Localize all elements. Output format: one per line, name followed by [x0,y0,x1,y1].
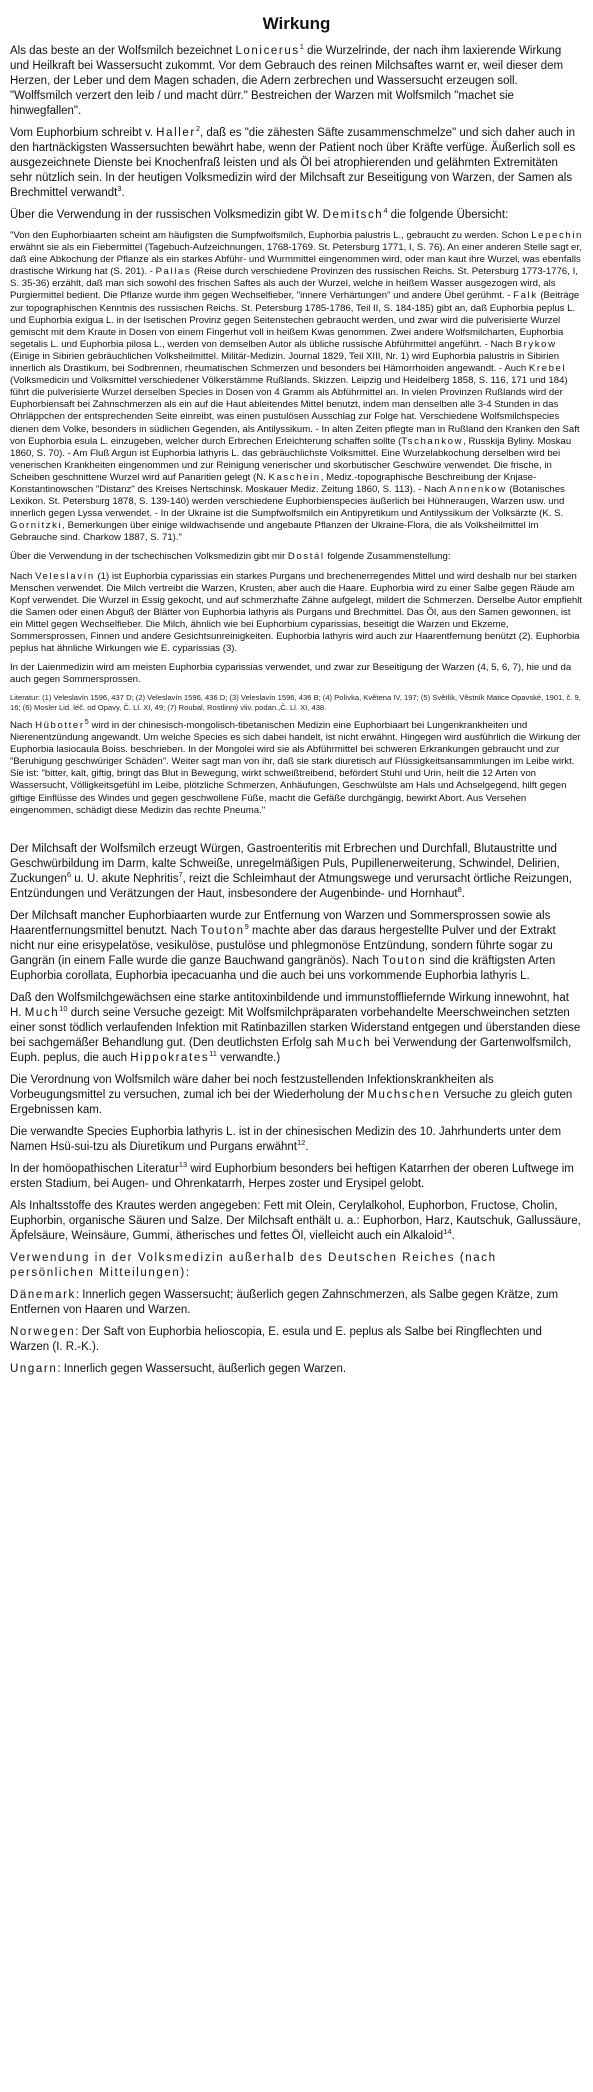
footnote-ref: 8 [457,884,462,894]
text: die folgende Übersicht: [387,209,509,221]
author-name: Much [336,1036,372,1049]
author-name: Tschankow [401,435,464,447]
country-text: : Innerlich gegen Wassersucht, äußerlich gegen Warzen. [57,1362,347,1375]
paragraph-hubotter [10,716,583,817]
text: wird Euphorbium besonders bei heftigen Katarrhen der oberen Luftwege im ersten Stadium, bei Augen- und Ohrenkatarrh, Herpes zoster und Erysipel gelobt. [10,1162,574,1190]
text: u. U. akute Nephritis [71,872,179,885]
text: verwandte.) [216,1051,281,1064]
quote-russian [10,230,583,544]
footnote-ref: 14 [443,1226,452,1236]
author-name: Krebel [528,363,567,375]
text: , reizt die Schleimhaut der Atmungswege und verursacht örtliche Reizungen, Entzündungen und Verätzungen der Haut, insbesondere der Augenbinde- und Hornhaut [10,872,572,900]
text: Die Verordnung von Wolfsmilch wäre daher bei noch festzustellenden Infektionskrankheiten als Vorbeugungsmittel zu versuchen, zumal ich bei der Wiederholung der [10,1073,494,1101]
paragraph-lonicerus [10,44,583,119]
text: Über die Verwendung in der russischen Volksmedizin gibt W. [10,209,323,221]
footnote-ref: 10 [59,1003,68,1013]
czech-intro [10,551,583,563]
text: , Russkija Byliny. Moskau 1860, S. 70). - Am Fluß Argun ist Euphorbia lathyris L. das gebräuchlichste Volksmittel. Eine Wurzelabkochung derselben wird bei venerischen Krankheiten eingenommen und zur Reinigung venerischer und skorbutischer Geschwüre verwendet. Die frische, in Scheiben geschnittene Wurzel wird auf Panaritien gelegt (N. [10,435,572,483]
footnote-ref: 2 [195,124,200,134]
text: (Reise durch verschiedene Provinzen des russischen Reichs. St. Petersburg 1773-1776, I, S. 35-36) erzählt, daß man sich sowohl des frischen Saftes als auch der Wurzel, welche in heißem Wasser ausgezogen wird, als Purgiermittel bedient. Die Pflanze wurde ihm gegen Wechselfieber, "innere Verhärtungen" und andere Übel gerühmt. - [10,266,578,302]
text: Nach [10,570,36,582]
czech-laienmedizin: In der Laienmedizin wird am meisten Euphorbia cyparissias verwendet, und zwar zur Beseitigung der Warzen (4, 5, 6, 7), hie und da auch gegen Sommersprossen. [10,662,572,686]
text: . [461,887,465,900]
footnote-ref: 6 [66,869,72,879]
author-name: Muchschen [367,1088,441,1101]
paragraph-touton [10,909,583,984]
country-entry [10,1288,583,1318]
text: (Botanisches Lexikon. St. Petersburg 1878, S. 139-140) werden verschiedene Euphorbienspecies äußerlich bei Hühneraugen, Warzen usw. und innerlich gegen Lyssa verwendet. - In der Ukraine ist die Sumpfwolfsmilch ein Antipyretikum und Antilyssikum der Volksärzte (K. S. [10,483,565,520]
text: (1) ist Euphorbia cyparissias ein starkes Purgans und brechenerregendes Mittel und wird deshalb nur bei starken Menschen verwendet. Die Milch vertreibt die Warzen, Krusten, aber auch die Haare. Euphorbia wird zu einer Salbe gegen Räude am Kopf verwendet. Die Wurzel in Essig gekocht, und auf schmerzhafte Zähne aufgelegt, mildert die Schmerzen. Derselbe Autor empfiehlt die Samen oder einen Abguß der Blätter von Euphorbia lathyris als Purgans und Brechmittel. Das Öl, aus den Samen gewonnen, ist ein Mittel gegen Wechselfieber. Die Milch, ähnlich wie bei Euphorbium cyparissias, beseitigt die Warzen und Ekzeme, Sommersprossen, Finnen und andere Gesichtsunreinigkeiten. Euphorbia lathyris wird auch zur Haarentfernung benützt (2). Euphorbia peplus hat ähnliche Wirkungen wie E. cyparissias (3). [10,570,583,655]
text: . [121,187,125,199]
text: (Einige in Sibirien gebräuchlichen Volksheilmittel. Militär-Medizin. Journal 1829, Teil XIII, Nr. 1) wird Euphorbia palustris in Sibirien innerlich als Drastikum, bei Sodbrennen, rheumatischen Schmerzen und besonders bei Hämorrhoiden angewandt. - Auch [10,350,560,375]
country-name: Norwegen [10,1325,76,1338]
folk-medicine-heading: Verwendung in der Volksmedizin außerhalb des Deutschen Reiches (nach persönlichen Mitteilungen): [10,1251,497,1279]
paragraph-toxicity [10,842,583,902]
text: sind die kräftigsten Arten Euphorbia corollata, Euphorbia ipecacuanha und die auch bei uns vorkommende Euphorbia lathyris L. [10,954,556,982]
text: , daß es "die zähesten Säfte zusammenschmelze" und sich daher auch in den hartnäckigsten Wassersuchten bewährt habe, wenn der Patient noch über Kräfte verfüge. Äußerlich soll es ausgezeichnete Dienste bei Knochenfraß leisten und als Öl bei atrophierenden und gelähmten Extremitäten sehr nützlich sein. In der heutigen Volksmedizin wird der Milchsaft zur Beseitigung von Warzen, der Samen als Brechmittel verwandt [10,127,576,199]
text: durch seine Versuche gezeigt: Mit Wolfsmilchpräparaten vorbehandelte Meerschweinchen setzten einer sonst tödlich verlaufenden Infektion mit Ratinbazillen starken Widerstand entgegen und überstanden diese bei sachgemäßer Behandlung gut. (Den deutlichsten Erfolg sah [10,1006,581,1049]
text: Als das beste an der Wolfsmilch bezeichnet [10,45,236,57]
czech-literature-references: Literatur: (1) Veleslavín 1596, 437 D; (2) Veleslavín 1596, 436 D; (3) Veleslavín 1596, 436 B; (4) Polívka, Květena IV, 197; (5) Světlík, Věstník Matice Opavské, 1901, č. 9, 16; (6) Mosler Lid. léč. od Opavy, Č. Ll. XI, 49; (7) Roubal, Rostlinný vliv. podan.,Č. Ll. XI, 438. [10,693,581,713]
author-name: Annenkow [449,483,507,495]
text: (Beiträge zur topographischen Kenntnis des russischen Reichs. St. Petersburg 1785-1786, Teil II, S. 184-185) gibt an, daß Euphorbia peplus L. und Euphorbia exigua L. in der Isetischen Provinz gegen Seitenstechen gebraucht werden, und zwar wird die pulverisierte Wurzel gemischt mit dem Kraute in Dosen von einem Fingerhut voll in heißem Kwas genommen. Zwei andere Wolfsmilcharten, Euphorbia segetalis L. und Euphorbia pilosa L., werden von demselben Autor als übliche russische Abführmittel angeführt. - Nach [10,290,580,350]
section-gap [10,824,583,842]
text: In der homöopathischen Literatur [10,1162,179,1175]
hubotter-section [10,716,583,817]
quote-section [10,230,583,686]
author-name: Lepechin [531,230,583,241]
footnote-ref: 1 [299,42,304,52]
paragraph-homeopathy [10,1159,583,1192]
text: "Von den Euphorbiaarten scheint am häufigsten die Sumpfwolfsmilch, Euphorbia palustris L., gebraucht zu werden. Schon [10,230,532,241]
effects-section [10,842,583,1377]
author-name: Lonicerus [235,45,300,57]
text: , Mediz.-topographische Beschreibung der Knjase-Konstantinowschen "Distanz" des Kreises Nertschinsk. Moskauer Mediz. Zeitung 1860, S. 113). - Nach [10,471,537,495]
page-title: Wirkung [262,14,331,33]
country-name: Dänemark [10,1288,76,1301]
author-name: Touton [200,924,245,937]
text: Daß den Wolfsmilchgewächsen eine starke antitoxinbildende und immunstoffliefernde Wirkung innewohnt, hat H. [10,991,569,1019]
text: Als Inhaltsstoffe des Krautes werden angegeben: Fett mit Olein, Cerylalkohol, Euphorbon, Fructose, Cholin, Euphorbin, organische Säuren und Salze. Der Milchsaft enthält u. a.: Euphorbon, Harz, Kautschuk, Gallussäure, Äpfelsäure, Weinsäure, Gummi, ätherisches und fettes Öl, vielleicht auch ein Alkaloid [10,1199,581,1242]
text: . [305,1140,309,1153]
author-name: Brykow [515,338,557,350]
paragraph-haller [10,126,583,201]
text: bei Verwendung der Gartenwolfsmilch, Euph. peplus, die auch [10,1036,572,1064]
paragraph-verordnung [10,1073,583,1118]
country-name: Ungarn [10,1362,58,1375]
text: Die verwandte Species Euphorbia lathyris L. ist in der chinesischen Medizin des 10. Jahrhunderts unter dem Namen Hsü-sui-tzu als Diuretikum und Purgans erwähnt [10,1125,562,1153]
author-name: Hübotter [35,719,85,731]
text: . [451,1229,455,1242]
author-name: Veleslavín [35,570,95,582]
text: Vom Euphorbium schreibt v. [10,127,157,139]
text: Versuche zu gleich guten Ergebnissen kam. [10,1088,573,1116]
intro-section [10,44,583,223]
author-name: Gornitzki [10,520,63,532]
footnote-ref: 3 [117,184,122,194]
author-name: Falk [513,290,538,302]
author-name: Hippokrates [130,1051,210,1064]
text: Der Milchsaft der Wolfsmilch erzeugt Würgen, Gastroenteritis mit Erbrechen und Durchfall, Blutaustritte und Geschwürbildung im Darm, kalte Schweiße, unregelmäßigen Puls, Pupillenerweiterung, Schwindel, Delirien, Zuckungen [10,842,560,885]
text: die Wurzelrinde, der nach ihm laxierende Wirkung und Heilkraft bei Wassersucht zukommt. Vor dem Gebrauch des reinen Milchsaftes warnt er, weil dieser dem Herzen, der Leber und dem Magen schaden, die Adern zerbrechen und Wassersucht erzeugen soll. "Wolffsmilch verzert den leib / und macht dürr." Bestreichen der Warzen mit Wolfsmilch "machet sie hinwegfallen". [10,45,564,117]
czech-veleslavin [10,571,583,656]
author-name: Demitsch [322,209,384,221]
text: Der Milchsaft mancher Euphorbiaarten wurde zur Entfernung von Warzen und Sommersprossen sowie als Haarentfernungsmittel benutzt. Nach [10,909,551,937]
text: erwähnt sie als ein Fiebermittel (Tagebuch-Aufzeichnungen, 1768-1769. St. Petersburg 1771, I, S. 76). An einer anderen Stelle sagt er, daß eine Abkochung der Pflanze als ein starkes Abführ- und Wurmmittel eingenommen wird, oder man kaut ihre Wurzel, was ebenfalls drastische Wirkung hat (S. 201). - [10,242,582,278]
country-entry [10,1362,583,1377]
text: Über die Verwendung in der tschechischen Volksmedizin gibt mir [10,551,288,563]
paragraph-ingredients [10,1199,583,1244]
footnote-ref: 5 [84,716,89,726]
text: wird in der chinesisch-mongolisch-tibetanischen Medizin eine Euphorbiaart bei Lungenkrankheiten und Nierenentzündung angewandt. Um welche Species es sich dabei handelt, ist nicht erwähnt. Hingegen wird ausführlich die Wirkung der Euphorbia lasiocaula Boiss. beschrieben. In der Mongolei wird sie als Abführmittel bei schweren Erkrankungen gebraucht und zur "Beruhigung geschwüriger Schäden". Weiter sagt man von ihr, daß sie stark diuretisch auf Flüssigkeitsansammlungen im Leibe wirkt. Sie ist: "bitter, kalt, giftig, bringt das Blut in Bewegung, wirkt schweißtreibend, befördert Stuhl und Urin, heilt die 12 Arten von Wassersucht, Völligkeitsgefühl im Leibe, plötzliche Schmerzen, Anhäufungen, Geschwülste am Hals und Achselgegend, hilft gegen giftige Einflüsse des Windes und gegen geschwollene Füße, macht die Gefäße durchgängig, bewirkt Abort. Aus Versehen eingenommen, schädigt diese Medizin das rechte Pneuma." [10,719,581,816]
author-name: Kaschein [268,471,321,483]
footnote-ref: 12 [296,1137,306,1147]
author-name: Dostál [287,551,325,563]
country-text: : Innerlich gegen Wassersucht; äußerlich gegen Zahnschmerzen, als Salbe gegen Krätze, zum Entfernen von Haaren und Warzen. [10,1288,559,1316]
text: machte aber das daraus hergestellte Pulver und der Extrakt nicht nur eine erisypelatöse, vesikulöse, pustulöse und phlegmonöse Entzündung, sondern führte sogar zu Gangrän (in einem Falle wurde die ganze Bauchwand gangränös). Nach [10,924,556,967]
paragraph-demitsch [10,208,583,223]
text: , Bemerkungen über einige wildwachsende und angebaute Pflanzen der Ukraine-Flora, die als Volksheilmittel im Gebrauche sind. Charkow 1887, S. 71)." [10,520,539,544]
country-entry [10,1325,583,1355]
paragraph-chinese [10,1125,583,1155]
author-name: Much [24,1006,60,1019]
author-name: Touton [382,954,427,967]
text: folgende Zusammenstellung: [324,551,451,563]
author-name: Pallas [155,266,192,278]
paragraph-much [10,991,583,1066]
text: (Volksmedicin und Volksmittel verschiedener Völkerstämme Rußlands. Skizzen. Leipzig und Heidelberg 1858, S. 116, 171 und 184) führt die pulverisierte Wurzel derselben Species in Dosen von 4 Gramm als Abführmittel an. In vielen Provinzen Rußlands wird der Euphorbiensaft bei Zahnschmerzen als ein auf die Haut ableitendes Mittel benutzt, indem man denselben alle 3-4 Stunden in das Ohrläppchen der entsprechenden Seite einreibt, was einen pustulösen Ausschlag zur Folge hat. Verschiedene Wolfsmilchspecies dienen dem Volke, besonders in südlichen Gegenden, als Antilyssikum. - In alten Zeiten pflegte man in Rußland den Kranken den Saft von Euphorbia esula L. einzugeben, welcher durch Erbrechen Erleichterung schaffen sollte ( [10,375,580,447]
footnote-ref: 9 [244,921,249,931]
footnote-ref: 13 [178,1159,188,1169]
author-name: Haller [156,127,196,139]
footnote-ref: 11 [209,1048,217,1058]
text: Nach [10,719,36,731]
country-text: : Der Saft von Euphorbia helioscopia, E. esula und E. peplus als Salbe bei Ringflechten und Warzen (I. R.-K.). [10,1325,542,1353]
footnote-ref: 4 [383,206,388,216]
footnote-ref: 7 [178,869,183,879]
